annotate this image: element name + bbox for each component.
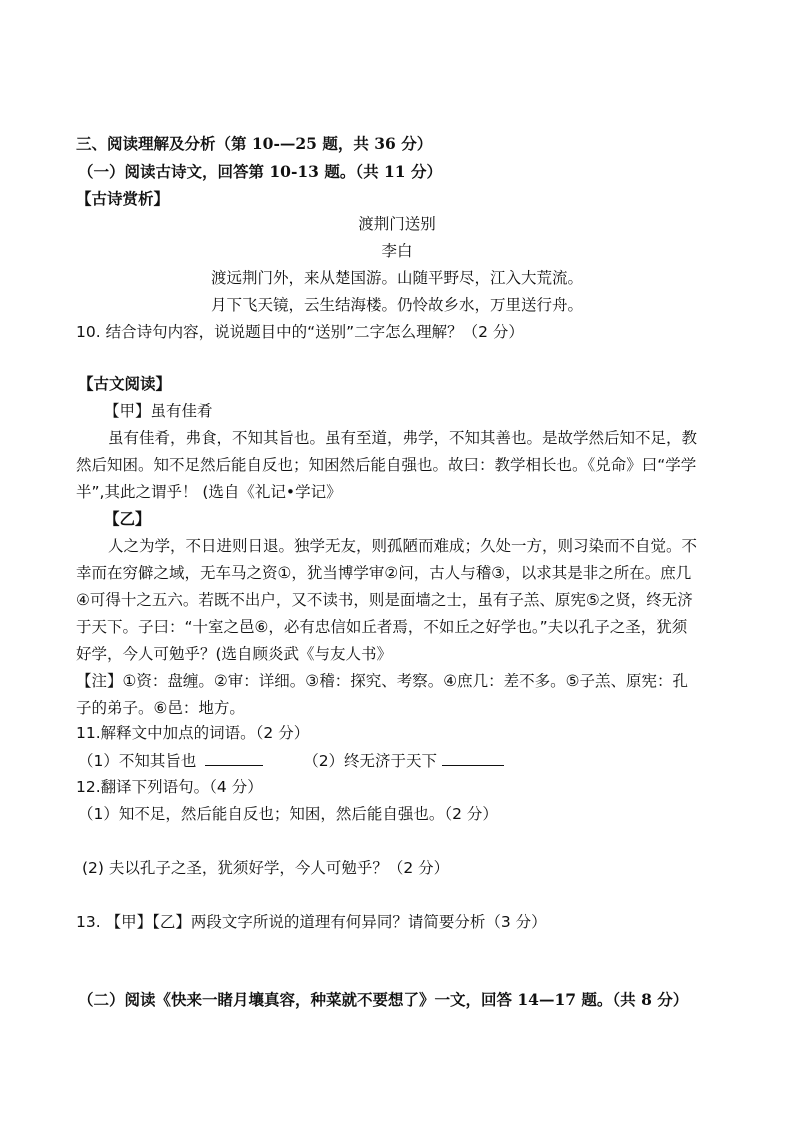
footnote-line: 子的弟子。⑥邑：地方。 (76, 699, 245, 717)
paragraph-line: 幸而在穷僻之域，无车马之资①，犹当博学审②问，古人与稽③，以求其是非之所在。庶几 (76, 564, 692, 582)
poem-author: 李白 (381, 242, 413, 260)
text-jia-label: 【甲】虽有佳肴 (104, 402, 213, 420)
paragraph-line: 好学，今人可勉乎？(选自顾炎武《与友人书》 (76, 645, 393, 663)
question-11-items (78, 750, 504, 771)
answer-blank[interactable] (442, 750, 504, 766)
question-10: 10. 结合诗句内容，说说题目中的“送别”二字怎么理解？（2 分） (76, 323, 524, 341)
poem-title: 渡荆门送别 (358, 215, 436, 233)
question-12-item-2: (2) 夫以孔子之圣，犹须好学，今人可勉乎？（2 分） (82, 859, 450, 877)
part-heading: （一）阅读古诗文，回答第 10-13 题。（共 11 分） (78, 162, 442, 181)
paragraph-line: 虽有佳肴，弗食，不知其旨也。虽有至道，弗学，不知其善也。是故学然后知不足，教 (108, 429, 698, 447)
paragraph-line: ④可得十之五六。若既不出户，又不读书，则是面墙之士，虽有子羔、原宪⑤之贤，终无济 (76, 591, 693, 609)
paragraph-line: 人之为学，不日进则日退。独学无友，则孤陋而难成；久处一方，则习染而不自觉。不 (108, 537, 698, 555)
section-heading: 三、阅读理解及分析（第 10-—25 题，共 36 分） (76, 134, 433, 153)
answer-blank[interactable] (205, 750, 263, 766)
poem-line: 渡远荆门外，来从楚国游。山随平野尽，江入大荒流。 (210, 269, 583, 287)
poem-section-label: 【古诗赏析】 (76, 189, 170, 208)
paragraph-line: 然后知困。知不足然后能自反也；知困然后能自强也。故曰：教学相长也。《兑命》曰“学学 (76, 456, 697, 474)
paragraph-line: 半”,其此之谓乎！ (选自《礼记•学记》 (76, 483, 342, 501)
footnote-line: 【注】①资：盘缠。②审：详细。③稽：探究、考察。④庶几：差不多。⑤子羔、原宪：孔 (76, 672, 688, 690)
part-heading: （二）阅读《快来一睹月壤真容，种菜就不要想了》一文，回答 14—17 题。（共 8 分） (78, 990, 689, 1009)
question-12: 12.翻译下列语句。（4 分） (76, 778, 263, 796)
question-13: 13. 【甲】【乙】两段文字所说的道理有何异同？请简要分析（3 分） (76, 913, 547, 931)
question-11-item-2: （2）终无济于天下 (303, 752, 438, 770)
paragraph-line: 于天下。子曰：“十室之邑⑥，必有忠信如丘者焉，不如丘之好学也。”夫以孔子之圣，犹须 (76, 618, 688, 636)
question-12-item-1: （1）知不足，然后能自反也；知困，然后能自强也。（2 分） (78, 805, 498, 823)
poem-line: 月下飞天镜，云生结海楼。仍怜故乡水，万里送行舟。 (210, 296, 583, 314)
question-11-item-1: （1）不知其旨也 (78, 752, 197, 770)
classical-section-label: 【古文阅读】 (78, 374, 172, 393)
question-11: 11.解释文中加点的词语。（2 分） (76, 724, 310, 742)
text-yi-label: 【乙】 (104, 509, 151, 528)
